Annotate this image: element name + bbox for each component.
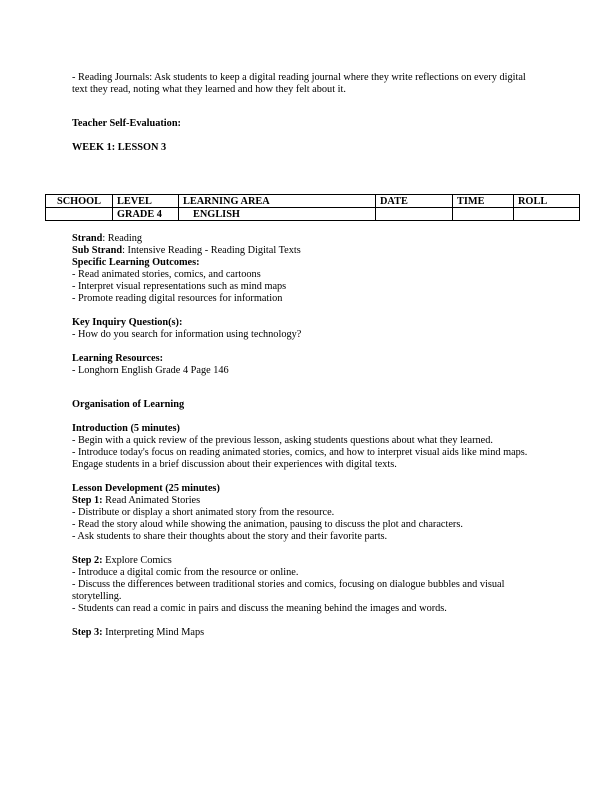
slo-item: - Read animated stories, comics, and cartoons	[72, 269, 261, 280]
slo-heading: Specific Learning Outcomes:	[72, 257, 200, 268]
header-time: TIME	[453, 195, 514, 208]
substrand-label: Sub Strand	[72, 245, 123, 256]
lesson-plan-body	[72, 233, 542, 639]
development-heading: Lesson Development (25 minutes)	[72, 483, 220, 494]
step1-item: - Distribute or display a short animated story from the resource.	[72, 507, 335, 518]
table-header-row	[46, 195, 580, 208]
slo-item: - Promote reading digital resources for information	[72, 293, 283, 304]
step2-item: - Students can read a comic in pairs and discuss the meaning behind the images and words.	[72, 603, 447, 614]
step1-item: - Ask students to share their thoughts about the story and their favorite parts.	[72, 531, 388, 542]
cell-date	[376, 208, 453, 221]
cell-learning-area: ENGLISH	[179, 208, 376, 221]
week-lesson-heading: WEEK 1: LESSON 3	[72, 142, 167, 153]
resources-heading: Learning Resources:	[72, 353, 164, 364]
header-roll: ROLL	[514, 195, 580, 208]
intro-line: - Introduce today's focus on reading animated stories, comics, and how to interpret visual aids like mind maps. Engage students in a brief discussion about their experiences with digital texts.	[72, 447, 528, 470]
substrand-line	[72, 245, 542, 257]
step2-item: - Introduce a digital comic from the resource or online.	[72, 567, 299, 578]
step3-label: Step 3:	[72, 627, 103, 638]
organisation-heading: Organisation of Learning	[72, 399, 185, 410]
slo-item: - Interpret visual representations such as mind maps	[72, 281, 287, 292]
step2-label: Step 2:	[72, 555, 103, 566]
step1-label: Step 1:	[72, 495, 103, 506]
cell-level: GRADE 4	[113, 208, 179, 221]
step1-item: - Read the story aloud while showing the animation, pausing to discuss the plot and characters.	[72, 519, 463, 530]
step2-title: Explore Comics	[102, 555, 172, 566]
introduction-heading: Introduction (5 minutes)	[72, 423, 180, 434]
cell-roll	[514, 208, 580, 221]
header-level: LEVEL	[113, 195, 179, 208]
table-row	[46, 208, 580, 221]
strand-label: Strand	[72, 233, 103, 244]
step3-title: Interpreting Mind Maps	[102, 627, 205, 638]
step3-line	[72, 627, 542, 639]
step1-line	[72, 495, 542, 507]
kiq-text: - How do you search for information using technology?	[72, 329, 302, 340]
cell-time	[453, 208, 514, 221]
header-learning-area: LEARNING AREA	[179, 195, 376, 208]
intro-line: - Begin with a quick review of the previous lesson, asking students questions about what they learned.	[72, 435, 493, 446]
step2-line	[72, 555, 542, 567]
header-date: DATE	[376, 195, 453, 208]
intro-block	[72, 72, 542, 154]
lesson-info-table	[45, 194, 580, 221]
strand-line	[72, 233, 542, 245]
cell-school	[46, 208, 113, 221]
kiq-heading: Key Inquiry Question(s):	[72, 317, 183, 328]
strand-value: : Reading	[102, 233, 143, 244]
resources-text: - Longhorn English Grade 4 Page 146	[72, 365, 229, 376]
step2-item: - Discuss the differences between traditional stories and comics, focusing on dialogue bubbles and visual storytelling.	[72, 579, 505, 602]
reading-journals-text: - Reading Journals: Ask students to keep a digital reading journal where they write reflections on every digital text they read, noting what they learned and how they felt about it.	[72, 72, 526, 95]
self-evaluation-heading: Teacher Self-Evaluation:	[72, 118, 181, 129]
step1-title: Read Animated Stories	[102, 495, 201, 506]
substrand-value: : Intensive Reading - Reading Digital Texts	[122, 245, 301, 256]
header-school: SCHOOL	[46, 195, 113, 208]
